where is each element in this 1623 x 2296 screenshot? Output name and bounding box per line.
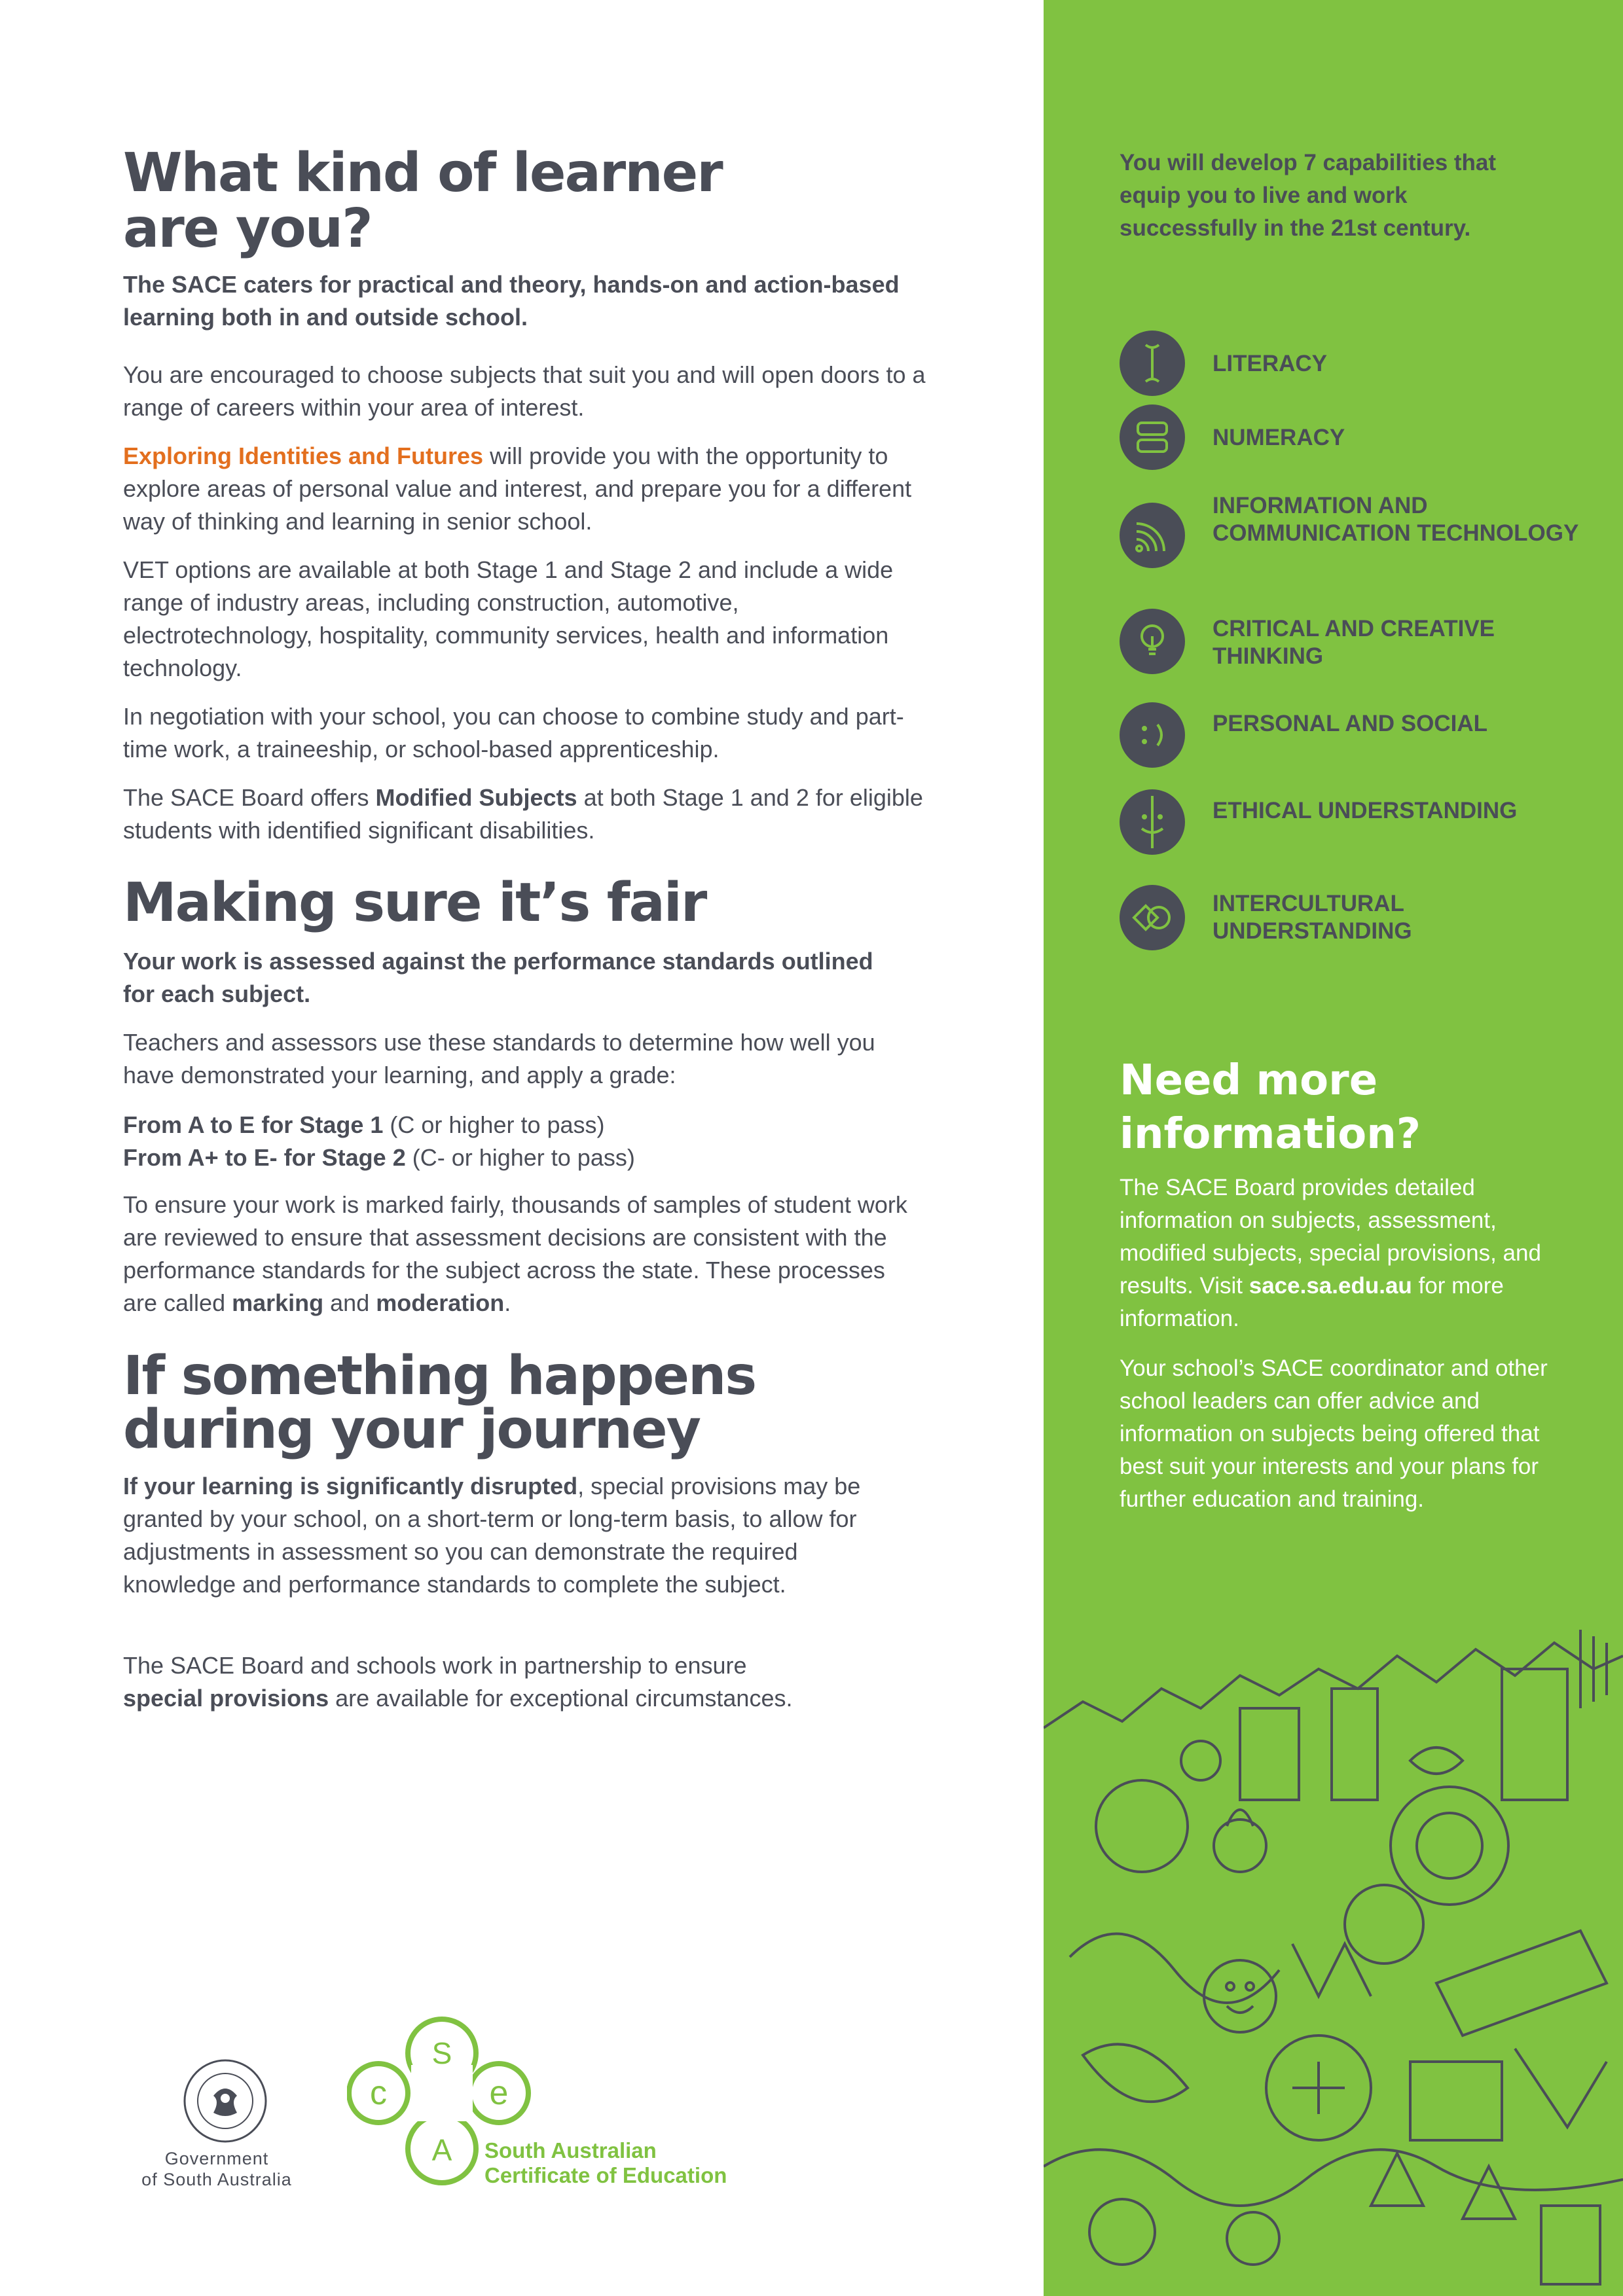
fair-paragraph-1: Teachers and assessors use these standards to determine how well you have demonstrated your learning, and apply a grade:: [123, 1029, 875, 1088]
doodle-illustration: [1044, 1630, 1623, 2296]
capability-critical-creative: CRITICAL AND CREATIVE THINKING: [1120, 609, 1591, 681]
literacy-icon: [1120, 331, 1185, 396]
sace-logo: [347, 2000, 740, 2196]
smile-icon: [1120, 702, 1185, 768]
capability-intercultural: INTERCULTURAL UNDERSTANDING: [1120, 885, 1591, 957]
exploring-identities-link[interactable]: Exploring Identities and Futures: [123, 442, 484, 469]
journey-paragraph-2: The SACE Board and schools work in partnership to ensure special provisions are available for exceptional circumstances.: [123, 1652, 793, 1712]
learner-intro: The SACE caters for practical and theory, hands-on and action-based learning both in and outside school.: [123, 271, 900, 331]
grade-stage-2: From A+ to E- for Stage 2 (C- or higher to pass): [123, 1144, 635, 1171]
capability-literacy: LITERACY: [1120, 331, 1591, 403]
face-icon: [1120, 789, 1185, 855]
capability-ethical: ETHICAL UNDERSTANDING: [1120, 789, 1591, 861]
learner-paragraph-5: The SACE Board offers Modified Subjects at both Stage 1 and 2 for eligible students with identified significant disabilities.: [123, 784, 923, 844]
overlap-circles-icon: [1120, 885, 1185, 950]
learner-paragraph-2: Exploring Identities and Futures will provide you with the opportunity to explore areas of personal value and interest, and prepare you for a different way of thinking and learning in senior school.: [123, 442, 912, 535]
title-fair: Making sure it’s fair: [123, 872, 706, 934]
capability-ict: INFORMATION AND COMMUNICATION TECHNOLOGY: [1120, 497, 1591, 583]
grade-stage-1: From A to E for Stage 1 (C or higher to pass): [123, 1111, 605, 1138]
capabilities-sidebar: [1044, 0, 1623, 2296]
government-text: Government of South Australia: [141, 2149, 292, 2189]
journey-paragraph-1: If your learning is significantly disrupted, special provisions may be granted by your school, on a short-term or long-term basis, to allow for adjustments in assessment so you can demonstrate the required knowledge and performance standards to complete the subject.: [123, 1473, 861, 1598]
sace-name: South Australian Certificate of Education: [484, 2138, 727, 2187]
sace-letter-e: e: [489, 2074, 509, 2112]
learner-paragraph-4: In negotiation with your school, you can choose to combine study and part-time work, a traineeship, or school-based apprenticeship.: [123, 703, 904, 762]
numeracy-icon: [1120, 404, 1185, 470]
capability-numeracy: NUMERACY: [1120, 404, 1591, 476]
sace-letter-c: c: [370, 2074, 387, 2112]
title-learner-line2: are you?: [123, 198, 372, 260]
capabilities-intro: You will develop 7 capabilities that equip you to live and work successfully in the 21st century.: [1120, 150, 1497, 241]
need-more-info-title: Need more information?: [1120, 1056, 1421, 1158]
capability-personal-social: PERSONAL AND SOCIAL: [1120, 702, 1591, 774]
ict-icon: [1120, 503, 1185, 568]
title-journey-line2: during your journey: [123, 1399, 701, 1461]
title-journey-line1: If something happens: [123, 1345, 756, 1407]
learner-paragraph-3: VET options are available at both Stage 1 and Stage 2 and include a wide range of industry areas, including construction, automotive, electrotechnology, hospitality, community services, health and information technology.: [123, 556, 894, 681]
sace-letter-a: A: [431, 2133, 452, 2167]
learner-paragraph-1: You are encouraged to choose subjects that suit you and will open doors to a range of careers within your area of interest.: [123, 361, 926, 421]
government-sa-logo: [122, 2055, 312, 2193]
need-more-info-paragraph-2: Your school’s SACE coordinator and other school leaders can offer advice and information on subjects being offered that best suit your interests and your plans for further education and training.: [1120, 1355, 1548, 1512]
need-more-info-paragraph-1: The SACE Board provides detailed information on subjects, assessment, modified subjects, special provisions, and results. Visit sace.sa.edu.au for more information.: [1120, 1175, 1541, 1331]
state-badge-icon: [122, 2055, 312, 2147]
fair-intro: Your work is assessed against the performance standards outlined for each subject.: [123, 948, 873, 1007]
sace-letter-s: S: [431, 2036, 452, 2070]
lightbulb-icon: [1120, 609, 1185, 674]
title-learner-line1: What kind of learner: [123, 142, 722, 204]
sace-website-link[interactable]: sace.sa.edu.au: [1249, 1273, 1412, 1299]
fair-paragraph-2: To ensure your work is marked fairly, thousands of samples of student work are reviewed to ensure that assessment decisions are consistent with the performance standards for the subject across the state. These processes are called marking and moderation.: [123, 1191, 907, 1316]
